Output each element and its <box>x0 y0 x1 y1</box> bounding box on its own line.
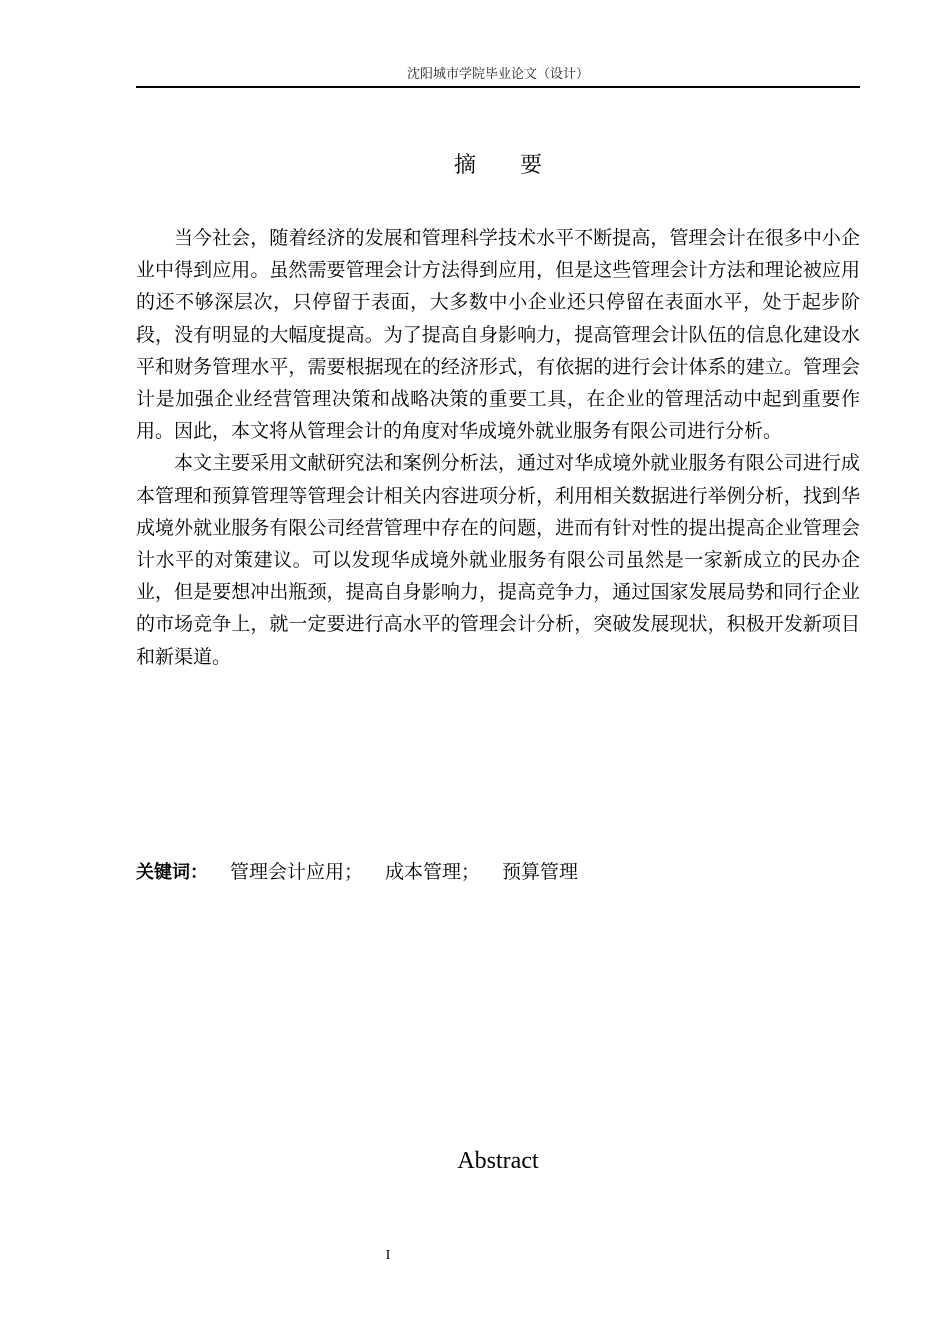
abstract-paragraph-2: 本文主要采用文献研究法和案例分析法，通过对华成境外就业服务有限公司进行成本管理和预算管理等管理会计相关内容进项分析，利用相关数据进行举例分析，找到华成境外就业服务有限公司经营管理中存在的问题，进而有针对性的提出提高企业管理会计水平的对策建议。可以发现华成境外就业服务有限公司虽然是一家新成立的民办企业，但是要想冲出瓶颈，提高自身影响力，提高竞争力，通过国家发展局势和同行企业的市场竞争上，就一定要进行高水平的管理会计分析，突破发展现状，积极开发新项目和新渠道。 <box>136 452 860 668</box>
abstract-title-cn: 摘 要 <box>453 153 542 178</box>
page-number: I <box>385 1248 391 1263</box>
abstract-title-en: Abstract <box>457 1148 539 1174</box>
abstract-paragraph-1: 当今社会，随着经济的发展和管理科学技术水平不断提高，管理会计在很多中小企业中得到应用。虽然需要管理会计方法得到应用，但是这些管理会计方法和理论被应用的还不够深层次，只停留于表面，大多数中小企业还只停留在表面水平，处于起步阶段，没有明显的大幅度提高。为了提高自身影响力，提高管理会计队伍的信息化建设水平和财务管理水平，需要根据现在的经济形式，有依据的进行会计体系的建立。管理会计是加强企业经营管理决策和战略决策的重要工具，在企业的管理活动中起到重要作用。因此，本文将从管理会计的角度对华成境外就业服务有限公司进行分析。 <box>136 227 860 443</box>
header-rule <box>136 86 860 88</box>
keyword-item: 预算管理 <box>502 861 579 883</box>
keyword-item: 管理会计应用； <box>230 861 364 883</box>
keyword-item: 成本管理； <box>385 861 481 883</box>
keywords-line <box>136 856 860 889</box>
abstract-body <box>136 222 860 673</box>
keywords-label: 关键词： <box>136 862 208 883</box>
running-header: 沈阳城市学院毕业论文（设计） <box>406 67 589 82</box>
